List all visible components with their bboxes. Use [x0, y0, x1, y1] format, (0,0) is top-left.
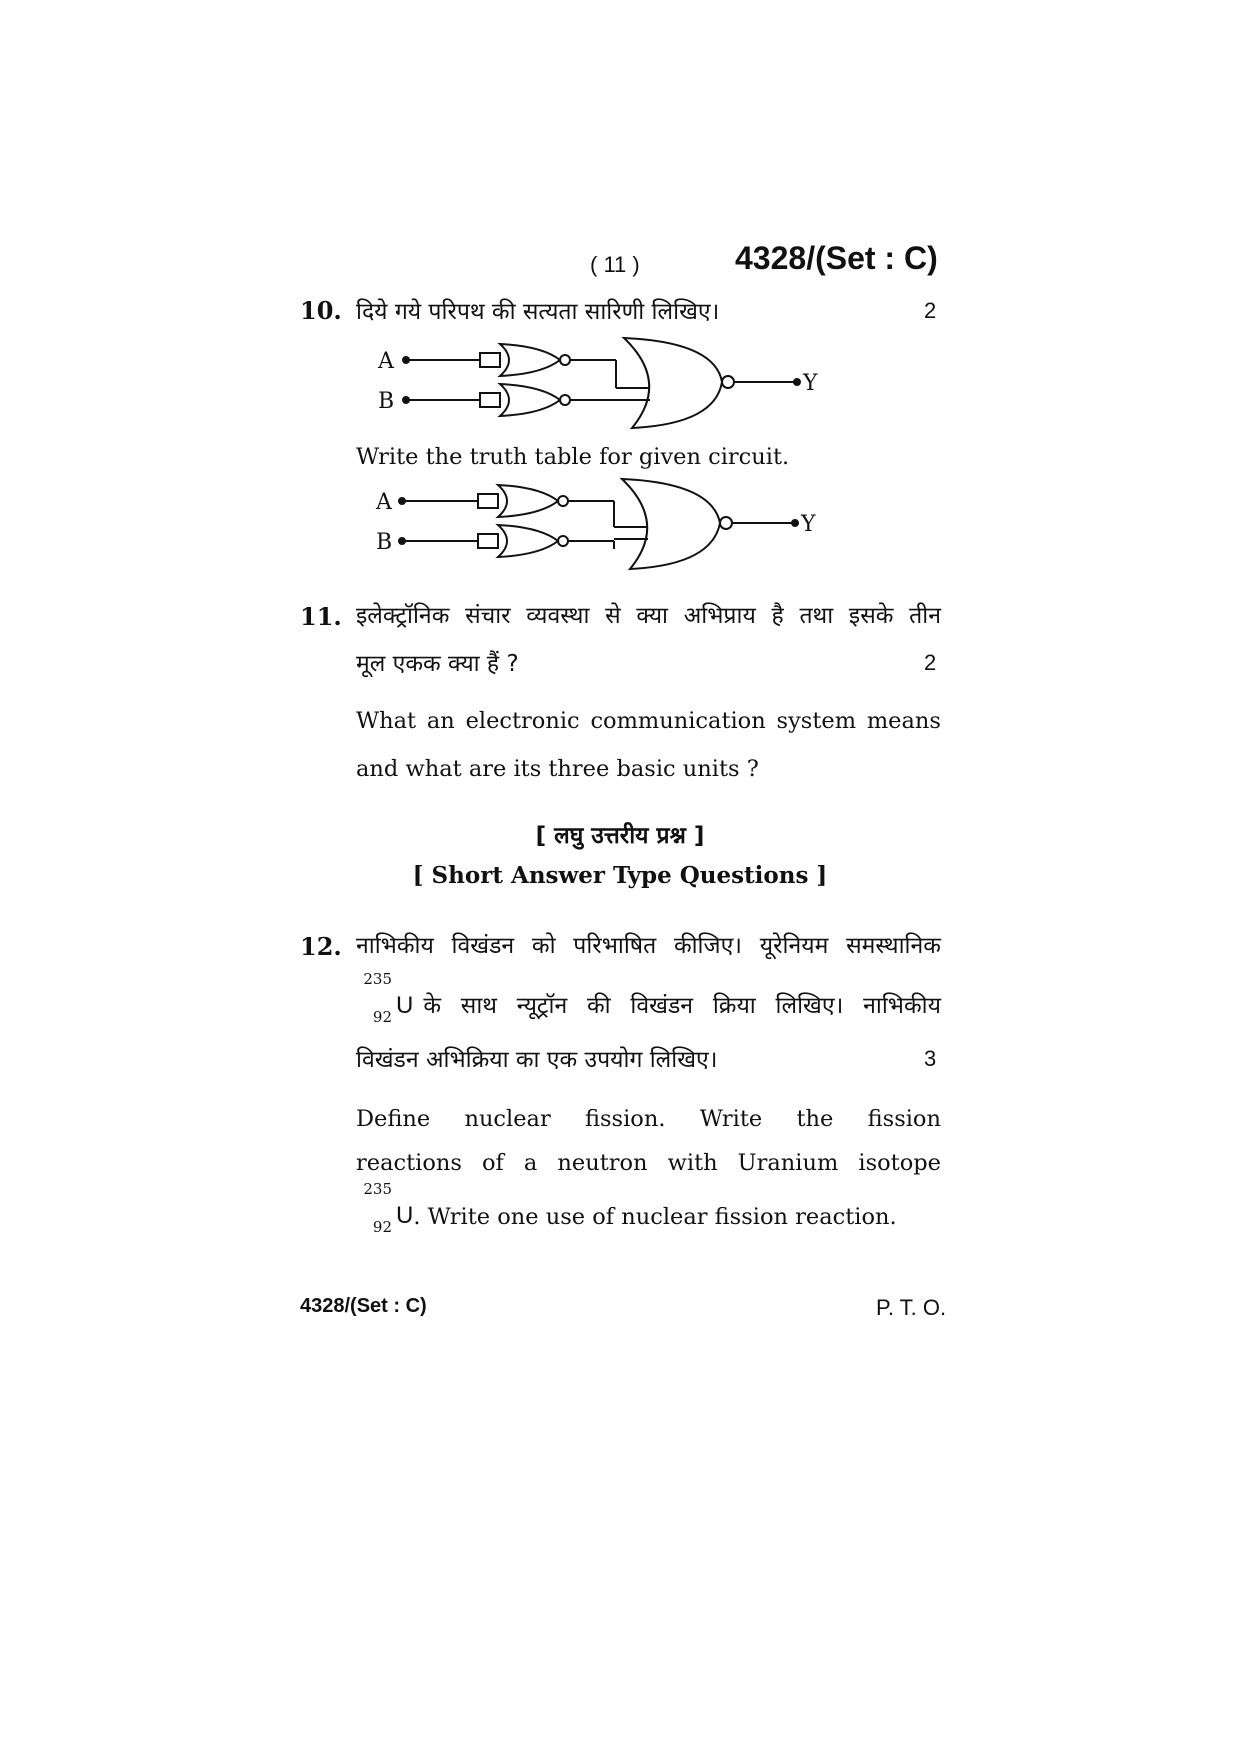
word: the — [796, 1106, 834, 1132]
q12-hindi-line2-words — [423, 988, 941, 1020]
word: system — [776, 708, 857, 734]
q11-hindi-line2: मूल एकक क्या हैं ? — [356, 651, 519, 677]
isotope-mass-number: 235 — [363, 970, 392, 988]
word: nuclear — [464, 1106, 551, 1132]
word: विखंडन — [451, 933, 515, 959]
footer-pto: P. T. O. — [876, 1295, 947, 1320]
word: तथा — [799, 603, 834, 629]
word: संचार — [465, 603, 511, 629]
section-heading-hindi: [ लघु उत्तरीय प्रश्न ] — [535, 823, 705, 849]
circuit1-input-a-label: A — [378, 349, 394, 374]
circuit1-output-label: Y — [803, 371, 818, 396]
isotope-u235 — [356, 970, 396, 1026]
word: अभिप्राय — [683, 603, 756, 629]
word: की — [587, 993, 611, 1019]
q10-marks: 2 — [924, 298, 937, 323]
paper-code-header: 4328/(Set : C) — [735, 240, 938, 276]
q11-hindi-line1 — [356, 598, 941, 630]
circuit1-input-b-label: B — [378, 389, 395, 414]
logic-circuit-diagram-english — [370, 470, 830, 580]
isotope-symbol: U — [396, 992, 414, 1019]
word: क्रिया — [712, 993, 756, 1019]
word: Uranium — [737, 1150, 839, 1176]
word: Write — [699, 1106, 763, 1132]
q11-english-line2: and what are its three basic units ? — [356, 756, 759, 782]
word: neutron — [557, 1150, 648, 1176]
word: नाभिकीय — [863, 993, 941, 1019]
word: What — [356, 708, 417, 734]
word: communication — [590, 708, 766, 734]
word: यूरेनियम — [759, 933, 829, 959]
word: इसके — [848, 603, 894, 629]
word: से — [605, 603, 621, 629]
word: नाभिकीय — [356, 933, 434, 959]
word: क्या — [636, 603, 669, 629]
q11-english-line1 — [356, 708, 941, 734]
word: तीन — [909, 603, 941, 629]
circuit2-output-label: Y — [801, 512, 816, 537]
logic-circuit-diagram-hindi — [370, 330, 830, 440]
q12-english-line2 — [356, 1150, 941, 1176]
word: कीजिए। — [673, 933, 743, 959]
word: electronic — [465, 708, 580, 734]
q12-marks: 3 — [924, 1046, 937, 1071]
word: इलेक्ट्रॉनिक — [356, 603, 450, 629]
q10-english-text: Write the truth table for given circuit. — [356, 444, 790, 470]
section-heading-english: [ Short Answer Type Questions ] — [412, 862, 828, 889]
word: a — [523, 1150, 538, 1176]
word: an — [426, 708, 455, 734]
word: परिभाषित — [573, 933, 657, 959]
isotope-symbol: U — [396, 1202, 414, 1229]
word: के — [423, 993, 442, 1019]
isotope-atomic-number: 92 — [372, 1008, 392, 1026]
q12-english-line1 — [356, 1106, 941, 1132]
q12-hindi-line2 — [356, 970, 941, 1026]
isotope-mass-number: 235 — [363, 1180, 392, 1198]
word: विखंडन — [630, 993, 694, 1019]
word: को — [531, 933, 556, 959]
word: with — [667, 1150, 718, 1176]
word: व्यवस्था — [526, 603, 590, 629]
q10-hindi-text: दिये गये परिपथ की सत्यता सारिणी लिखिए। — [356, 299, 720, 325]
word: लिखिए। — [775, 993, 844, 1019]
q12-english-line3-text: . Write one use of nuclear fission reaction. — [413, 1204, 897, 1230]
word: न्यूट्रॉन — [516, 993, 568, 1019]
word: fission — [867, 1106, 941, 1132]
circuit2-input-b-label: B — [376, 530, 393, 555]
q12-english-line3 — [356, 1180, 897, 1236]
q12-hindi-line3: विखंडन अभिक्रिया का एक उपयोग लिखिए। — [356, 1047, 718, 1073]
circuit2-input-a-label: A — [376, 490, 392, 515]
isotope-u235 — [356, 1180, 396, 1236]
word: isotope — [858, 1150, 941, 1176]
q12-number: 12. — [300, 932, 342, 961]
word: साथ — [460, 993, 497, 1019]
word: Define — [356, 1106, 431, 1132]
page-number: ( 11 ) — [590, 252, 640, 277]
word: है — [771, 603, 784, 629]
q10-number: 10. — [300, 296, 342, 325]
word: means — [866, 708, 941, 734]
footer-paper-code: 4328/(Set : C) — [300, 1295, 427, 1317]
word: fission. — [585, 1106, 666, 1132]
word: समस्थानिक — [846, 933, 941, 959]
word: reactions — [356, 1150, 462, 1176]
word: of — [481, 1150, 504, 1176]
q11-marks: 2 — [924, 650, 937, 675]
q12-hindi-line1 — [356, 928, 941, 960]
isotope-atomic-number: 92 — [372, 1218, 392, 1236]
q11-number: 11. — [300, 602, 342, 631]
